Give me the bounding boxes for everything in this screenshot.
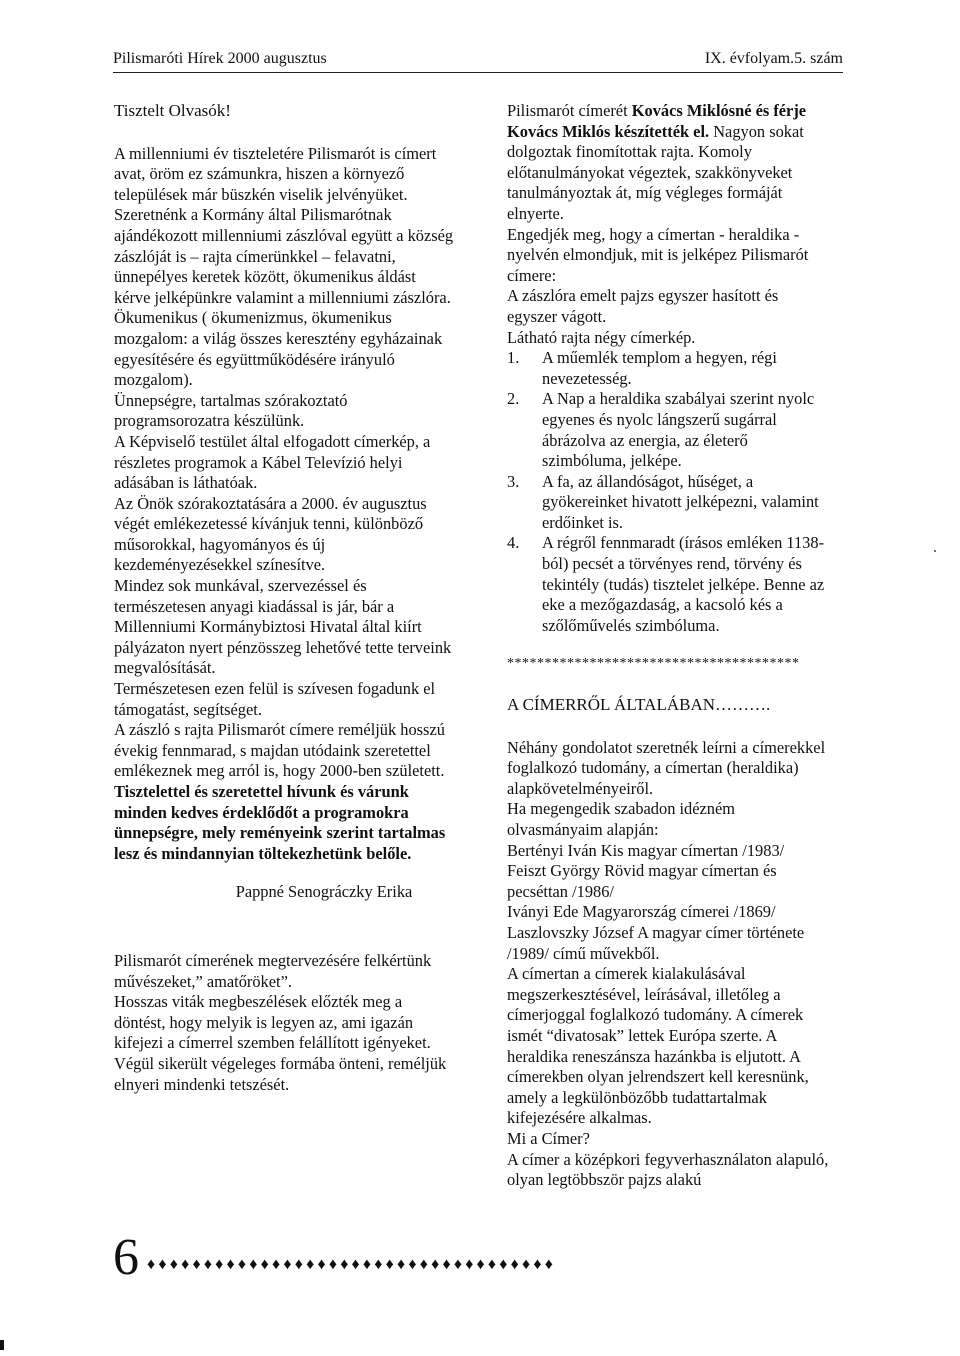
paragraph: Hosszas viták megbeszélések előzték meg a döntést, hogy melyik is legyen az, ami igazán kifejezi a címerrel szemben felállított igényeket. Végül sikerült végeleges formába önteni, reméljük elnyeri mindenki tetszését. (114, 992, 447, 1094)
paragraph: Pilismarót címerének megtervezésére felkértünk művészeket,” amatőröket”. (114, 950, 432, 991)
diamond-ornament: ♦♦♦♦♦♦♦♦♦♦♦♦♦♦♦♦♦♦♦♦♦♦♦♦♦♦♦♦♦♦♦♦♦♦♦♦ (147, 1256, 557, 1273)
issue-info: IX. évfolyam.5. szám (704, 50, 843, 67)
question: Mi a Címer? (507, 1128, 590, 1148)
intro-paragraph (507, 101, 829, 225)
paragraph: A zászló s rajta Pilismarót címere reméljük hosszú évekig fennmarad, s majdan utódaink szeretettel emlékeznek meg arról is, hogy 2000-ben született. (114, 720, 445, 781)
paragraph: Mindez sok munkával, szervezéssel és természetesen anyagi kiadással is jár, bár a Millenniumi Kormánybiztosi Hivatal által kiírt pályázaton nyert pénzösszeg lehetővé tette terveink megvalósítását. (114, 576, 452, 678)
paragraph: A Képviselő testület által elfogadott címerkép, a részletes programok a Kábel Televízió helyi adásában is láthatóak. (114, 431, 431, 493)
greeting: Tisztelt Olvasók! (114, 101, 231, 120)
reference: Feiszt György Rövid magyar címertan és pecséttan /1986/ (507, 861, 777, 901)
list-number: 1. (507, 348, 520, 368)
page-footer (113, 1228, 853, 1288)
paragraph: A címertan a címerek kialakulásával megszerkesztésével, leírásával, illetőleg a címerjoggal foglalkozó tudomány. A címerek ismét “divatosak” lettek Európa szerte. A heraldika reneszánsza hazánkba is eljutott. A címerekben olyan jelrendszert kell keresnünk, amely a legkülönbözőbb tudattartalmak kifejezésére alkalmas. (507, 964, 809, 1128)
list-text: A fa, az állandóságot, hűséget, a gyökereinket hivatott jelképezni, valamint erdőinket is. (542, 471, 819, 532)
star-divider: *************************************** (507, 656, 800, 672)
paragraph: Ha megengedik szabadon idézném olvasmányaim alapján: (507, 799, 736, 839)
paragraph: Természetesen ezen felül is szívesen fogadunk el támogatást, segítséget. (114, 679, 436, 719)
coat-of-arms-list (507, 348, 829, 636)
list-item (507, 533, 829, 636)
paragraph: A címer a középkori fegyverhasználaton alapuló, olyan legtöbbször pajzs alakú (507, 1149, 829, 1190)
list-item (507, 472, 829, 534)
intro-text-rest: Nagyon sokat dolgoztak finomítottak rajta. Komoly előtanulmányokat végeztek, szakkönyveket tanulmányoztak át, míg végleges formáját elnyerte. (507, 121, 804, 223)
author-signature: Pappné Senográczky Erika (235, 882, 413, 902)
paragraph: Az Önök szórakoztatására a 2000. év augusztus végét emlékezetessé kívánjuk tenni, különböző műsorokkal, hagyományos és új kezdeményezésekkel színesítve. (114, 493, 427, 575)
list-text: A Nap a heraldika szabályai szerint nyolc egyenes és nyolc lángszerű sugárral ábrázolva az energia, az életerő szimbóluma, jelképe. (542, 389, 815, 471)
reference: Bertényi Iván Kis magyar címertan /1983/ (507, 840, 785, 860)
publication-title: Pilismaróti Hírek 2000 augusztus (113, 50, 327, 67)
list-text: A műemlék templom a hegyen, régi nevezetesség. (542, 348, 777, 388)
list-number: 4. (507, 533, 520, 553)
paragraph: Engedjék meg, hogy a címertan - heraldika - nyelvén elmondjuk, mit is jelképez Pilismarót címere: (507, 224, 809, 285)
list-number: 3. (507, 471, 520, 491)
reference: Iványi Ede Magyarország címerei /1869/ (507, 902, 776, 922)
reference: Laszlovszky József A magyar címer története /1989/ című művekből. (507, 922, 805, 963)
paragraph: Szeretnénk a Kormány által Pilismarótnak ajándékozott millenniumi zászlóval együtt a község zászlóját is – rajta címerünkkel – felavatni, ünnepélyes keretek között, ökumenikus áldást kérve jelképünkre valamint a millenniumi zászlóra. (114, 205, 454, 307)
makers-names: Kovács Miklósné és férje Kovács Miklós készítették el. (507, 101, 807, 141)
paragraph: Néhány gondolatot szeretnék leírni a címerekkel foglalkozó tudomány, a címertan (heraldika) alapkövetelményeiről. (507, 737, 826, 798)
list-item (507, 389, 829, 471)
invitation-paragraph: Tisztelettel és szeretettel hívunk és várunk minden kedves érdeklődőt a programokra ünnepségre, mely reményeink szerint tartalmas lesz és mindannyian töltekezhetünk belőle. (114, 782, 446, 863)
list-text: A régről fennmaradt (írásos emléken 1138-ból) pecsét a törvényes rend, törvény és tekintély (tudás) tisztelet jelképe. Benne az eke a mezőgazdaság, a kacsoló kés a szőlőművelés szimbóluma. (542, 533, 825, 635)
list-number: 2. (507, 389, 520, 409)
section-heading: A CÍMERRŐL ÁLTALÁBAN………. (507, 695, 771, 715)
paragraph: Ünnepségre, tartalmas szórakoztató programsorozatra készülünk. (114, 390, 348, 431)
left-column (114, 101, 454, 1095)
paragraph: Ökumenikus ( ökumenizmus, ökumenikus mozgalom: a világ összes keresztény egyházainak egyesítésére és együttműködésére irányuló mozgalom). (114, 308, 443, 390)
list-item (507, 348, 829, 389)
paragraph: A millenniumi év tiszteletére Pilismarót is címert avat, öröm ez számunkra, hiszen a környező települések már büszkén viselik jelvényüket. (114, 143, 437, 204)
right-column (507, 101, 829, 1191)
intro-text: Pilismarót címerét (507, 101, 632, 120)
page-header (113, 50, 843, 73)
page-number: 6 (113, 1229, 139, 1286)
scan-speck (934, 550, 936, 552)
paragraph: A zászlóra emelt pajzs egyszer hasított és egyszer vágott. (507, 286, 779, 326)
paragraph: Látható rajta négy címerkép. (507, 327, 696, 347)
scan-mark (0, 1340, 4, 1350)
